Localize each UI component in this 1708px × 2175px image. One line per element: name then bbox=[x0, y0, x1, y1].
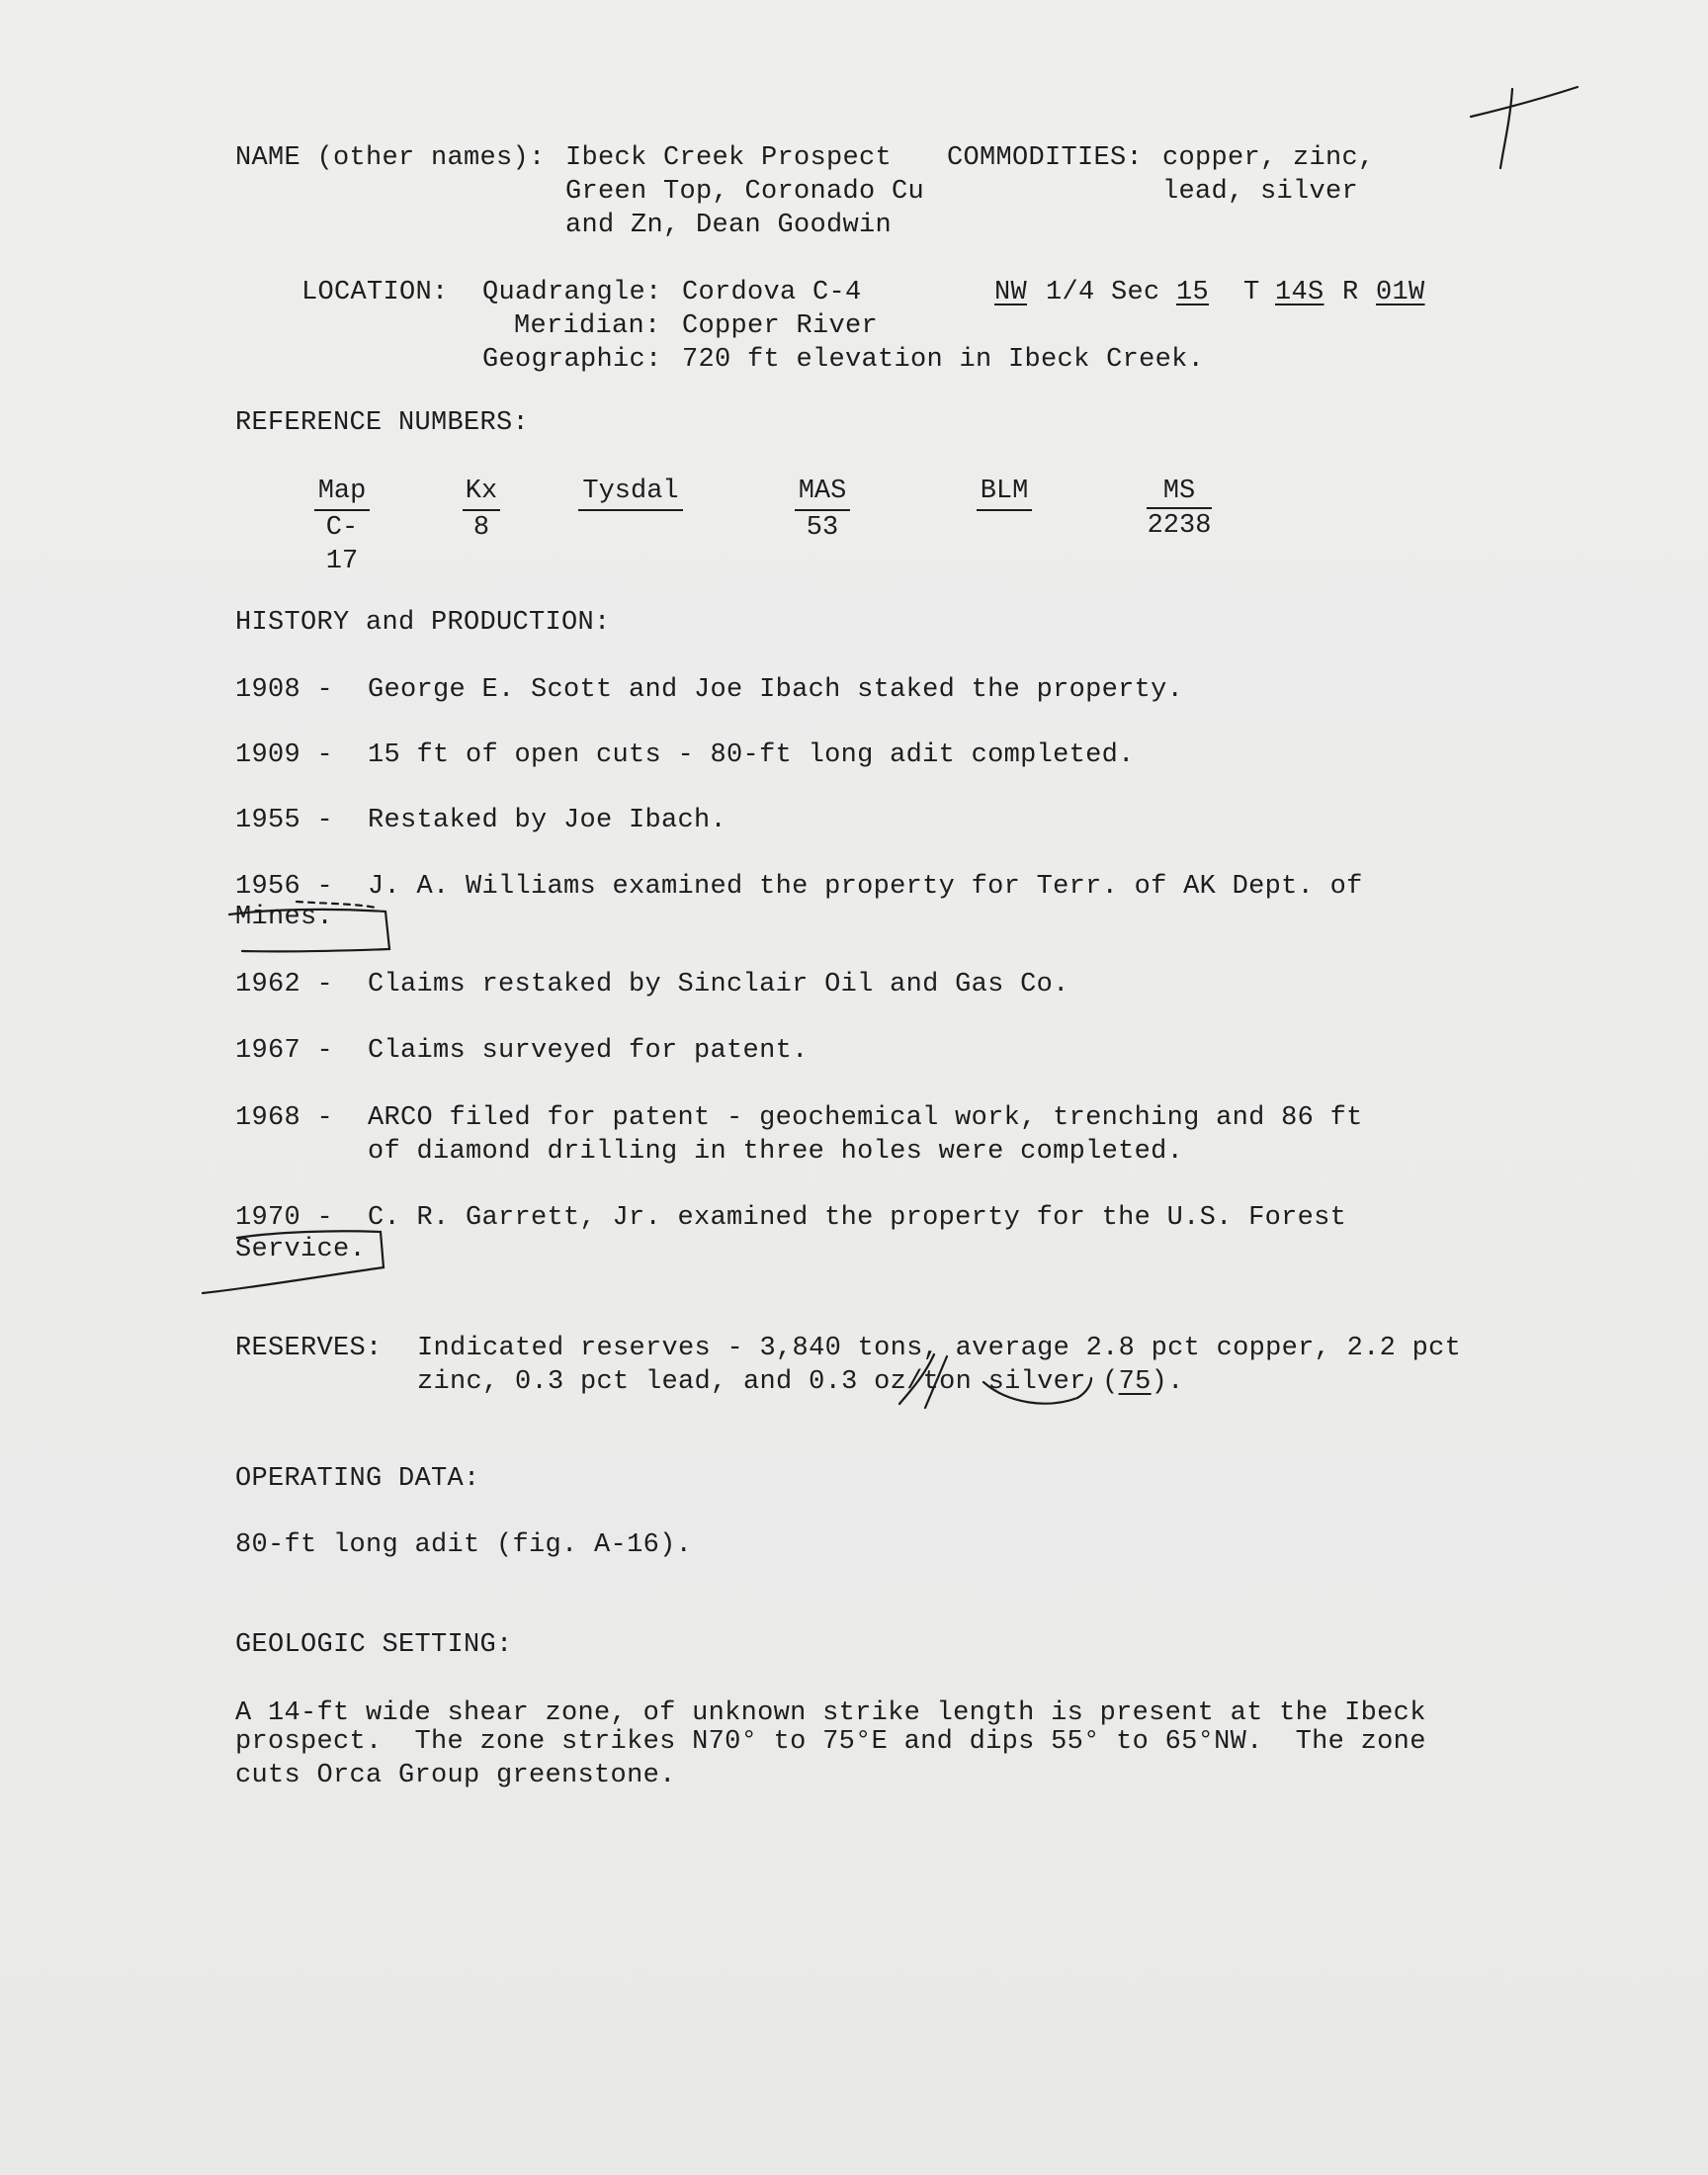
bracket-mines bbox=[229, 910, 389, 952]
ref-value-map: C-17 bbox=[325, 513, 359, 576]
reserves-line-2-end: ). bbox=[1151, 1367, 1184, 1397]
range-label: R bbox=[1342, 278, 1359, 307]
ref-header-blm: BLM bbox=[977, 475, 1032, 511]
history-text: ARCO filed for patent - geochemical work, trenching and 86 ft bbox=[368, 1103, 1363, 1133]
meridian-label: Meridian: bbox=[514, 311, 661, 341]
ref-value-kx: 8 bbox=[472, 513, 490, 543]
ref-value-ms: 2238 bbox=[1147, 507, 1212, 543]
operating-title: OPERATING DATA: bbox=[235, 1464, 480, 1494]
history-year: 1968 - bbox=[235, 1103, 334, 1133]
geologic-line-1: A 14-ft wide shear zone, of unknown strike length is present at the Ibeck bbox=[235, 1698, 1426, 1728]
history-text-wrap: Mines. bbox=[235, 903, 334, 932]
commodities-line-1: copper, zinc, bbox=[1162, 143, 1375, 173]
history-text: C. R. Garrett, Jr. examined the property for the U.S. Forest bbox=[368, 1203, 1347, 1233]
ref-header-kx: Kx bbox=[463, 475, 500, 511]
ref-header-ms: MS bbox=[1162, 477, 1196, 506]
ref-value-mas: 53 bbox=[806, 513, 839, 543]
name-line-1: Ibeck Creek Prospect bbox=[565, 143, 893, 173]
meridian-value: Copper River bbox=[682, 311, 879, 341]
geologic-line-3: cuts Orca Group greenstone. bbox=[235, 1761, 676, 1790]
geologic-title: GEOLOGIC SETTING: bbox=[235, 1630, 513, 1660]
history-text: George E. Scott and Joe Ibach staked the property. bbox=[368, 675, 1184, 705]
corner-check-mark bbox=[1471, 87, 1578, 168]
commodities-label: COMMODITIES: bbox=[947, 143, 1144, 173]
history-text: J. A. Williams examined the property for Terr. of AK Dept. of bbox=[368, 872, 1363, 902]
reference-title: REFERENCE NUMBERS: bbox=[235, 408, 530, 438]
reserves-reference: 75 bbox=[1118, 1367, 1152, 1397]
history-year: 1970 - bbox=[235, 1203, 334, 1233]
history-text: Claims surveyed for patent. bbox=[368, 1036, 809, 1066]
ref-header-map: Map bbox=[314, 475, 370, 511]
history-text: Restaked by Joe Ibach. bbox=[368, 806, 727, 835]
history-text: Claims restaked by Sinclair Oil and Gas Co. bbox=[368, 970, 1069, 1000]
operating-text: 80-ft long adit (fig. A-16). bbox=[235, 1530, 693, 1560]
name-label: NAME (other names): bbox=[235, 143, 546, 173]
section-value: 15 bbox=[1176, 278, 1210, 307]
quarter-text: 1/4 Sec bbox=[1046, 278, 1160, 307]
dash-mines bbox=[297, 902, 376, 908]
name-line-2: Green Top, Coronado Cu bbox=[565, 177, 925, 207]
reserves-line-2-text: zinc, 0.3 pct lead, and 0.3 oz/ton silver ( bbox=[417, 1367, 1119, 1397]
bracket-service bbox=[203, 1231, 384, 1293]
geographic-value: 720 ft elevation in Ibeck Creek. bbox=[682, 345, 1205, 375]
history-year: 1909 - bbox=[235, 740, 334, 770]
reserves-label: RESERVES: bbox=[235, 1334, 383, 1363]
name-line-3: and Zn, Dean Goodwin bbox=[565, 211, 893, 240]
history-text: 15 ft of open cuts - 80-ft long adit completed. bbox=[368, 740, 1135, 770]
history-text-wrap: Service. bbox=[235, 1235, 367, 1264]
circle-oz-ton bbox=[899, 1354, 1091, 1408]
location-label: LOCATION: bbox=[301, 278, 449, 307]
history-year: 1962 - bbox=[235, 970, 334, 1000]
quadrangle-value: Cordova C-4 bbox=[682, 278, 862, 307]
commodities-line-2: lead, silver bbox=[1162, 177, 1359, 207]
ref-header-mas: MAS bbox=[795, 475, 850, 511]
history-year: 1956 - bbox=[235, 872, 334, 902]
history-year: 1908 - bbox=[235, 675, 334, 705]
quarter-value: NW bbox=[994, 278, 1028, 307]
township-value: 14S bbox=[1275, 278, 1324, 307]
reserves-line-1: Indicated reserves - 3,840 tons, average 2.8 pct copper, 2.2 pct bbox=[417, 1334, 1462, 1363]
history-year: 1955 - bbox=[235, 806, 334, 835]
quadrangle-label: Quadrangle: bbox=[482, 278, 662, 307]
history-year: 1967 - bbox=[235, 1036, 334, 1066]
township-label: T bbox=[1243, 278, 1260, 307]
geologic-line-2: prospect. The zone strikes N70° to 75°E and dips 55° to 65°NW. The zone bbox=[235, 1727, 1426, 1757]
ref-header-tysdal: Tysdal bbox=[578, 475, 683, 511]
geographic-label: Geographic: bbox=[482, 345, 662, 375]
history-title: HISTORY and PRODUCTION: bbox=[235, 608, 611, 638]
history-text: of diamond drilling in three holes were completed. bbox=[368, 1137, 1184, 1167]
range-value: 01W bbox=[1376, 278, 1425, 307]
